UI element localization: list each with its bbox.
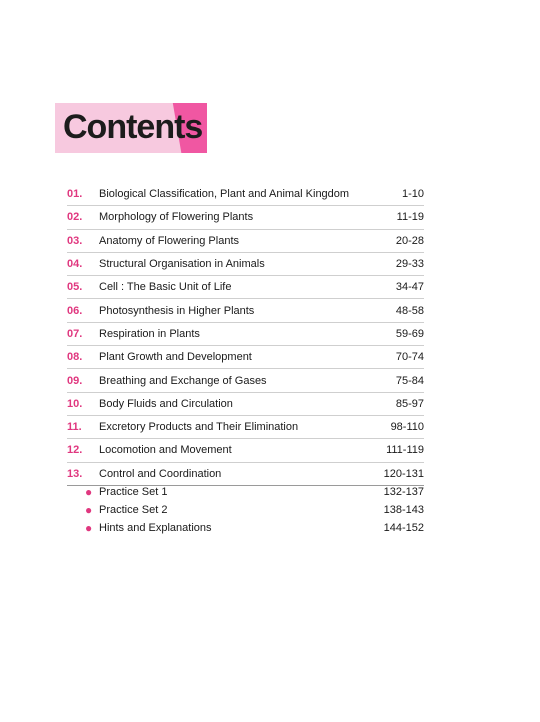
extras-row[interactable] [67, 483, 424, 501]
chapter-name: Excretory Products and Their Elimination [99, 421, 299, 434]
chapter-number: 01. [67, 188, 83, 201]
chapter-number: 13. [67, 467, 83, 480]
chapter-row[interactable] [67, 230, 424, 253]
chapter-row[interactable] [67, 393, 424, 416]
chapter-number: 06. [67, 304, 83, 317]
chapter-number: 03. [67, 234, 83, 247]
chapter-number: 02. [67, 211, 83, 224]
chapter-row[interactable] [67, 253, 424, 276]
chapter-name: Locomotion and Movement [99, 444, 232, 457]
chapter-name: Photosynthesis in Higher Plants [99, 304, 255, 317]
chapter-name: Breathing and Exchange of Gases [99, 374, 267, 387]
chapter-row[interactable] [67, 346, 424, 369]
chapter-name: Body Fluids and Circulation [99, 397, 233, 410]
chapter-number: 04. [67, 258, 83, 271]
chapter-row[interactable] [67, 323, 424, 346]
bullet-icon: ● [85, 521, 93, 535]
page-title: Contents [63, 108, 203, 146]
chapter-pages: 70-74 [395, 351, 424, 364]
chapter-number: 08. [67, 351, 83, 364]
chapter-pages: 20-28 [395, 234, 424, 247]
chapter-name: Morphology of Flowering Plants [99, 211, 254, 224]
extras-name: Hints and Explanations [99, 522, 212, 534]
chapter-pages: 29-33 [395, 258, 424, 271]
extras-row[interactable] [67, 519, 424, 537]
chapter-number: 07. [67, 327, 83, 340]
chapter-number: 05. [67, 281, 83, 294]
chapter-number: 11. [67, 421, 82, 434]
extras-pages: 132-137 [383, 486, 424, 498]
chapter-list [67, 183, 424, 486]
bullet-icon: ● [85, 503, 93, 517]
chapter-name: Biological Classification, Plant and Animal Kingdom [99, 188, 350, 201]
chapter-name: Plant Growth and Development [99, 351, 252, 364]
chapter-pages: 111-119 [386, 444, 424, 457]
chapter-number: 12. [67, 444, 83, 457]
extras-pages: 138-143 [383, 504, 424, 516]
extras-row[interactable] [67, 501, 424, 519]
chapter-number: 09. [67, 374, 83, 387]
extras-pages: 144-152 [383, 522, 424, 534]
chapter-pages: 48-58 [395, 304, 424, 317]
chapter-pages: 85-97 [395, 397, 424, 410]
chapter-pages: 98-110 [390, 421, 424, 434]
chapter-pages: 34-47 [395, 281, 424, 294]
chapter-number: 10. [67, 397, 83, 410]
chapter-name: Structural Organisation in Animals [99, 258, 265, 271]
extras-list [67, 483, 424, 537]
chapter-pages: 59-69 [395, 327, 424, 340]
chapter-pages: 1-10 [401, 188, 424, 201]
bullet-icon: ● [85, 485, 93, 499]
chapter-name: Cell : The Basic Unit of Life [99, 281, 232, 294]
chapter-name: Respiration in Plants [99, 327, 200, 340]
chapter-row[interactable] [67, 276, 424, 299]
chapter-row[interactable] [67, 416, 424, 439]
chapter-name: Control and Coordination [99, 467, 222, 480]
chapter-row[interactable] [67, 206, 424, 229]
chapter-pages: 75-84 [395, 374, 424, 387]
chapter-row[interactable] [67, 369, 424, 392]
chapter-row[interactable] [67, 183, 424, 206]
chapter-row[interactable] [67, 439, 424, 462]
chapter-pages: 120-131 [383, 467, 424, 480]
chapter-name: Anatomy of Flowering Plants [99, 234, 240, 247]
chapter-pages: 11-19 [396, 211, 424, 224]
chapter-row[interactable] [67, 299, 424, 322]
extras-name: Practice Set 2 [99, 504, 168, 516]
extras-name: Practice Set 1 [99, 486, 168, 498]
